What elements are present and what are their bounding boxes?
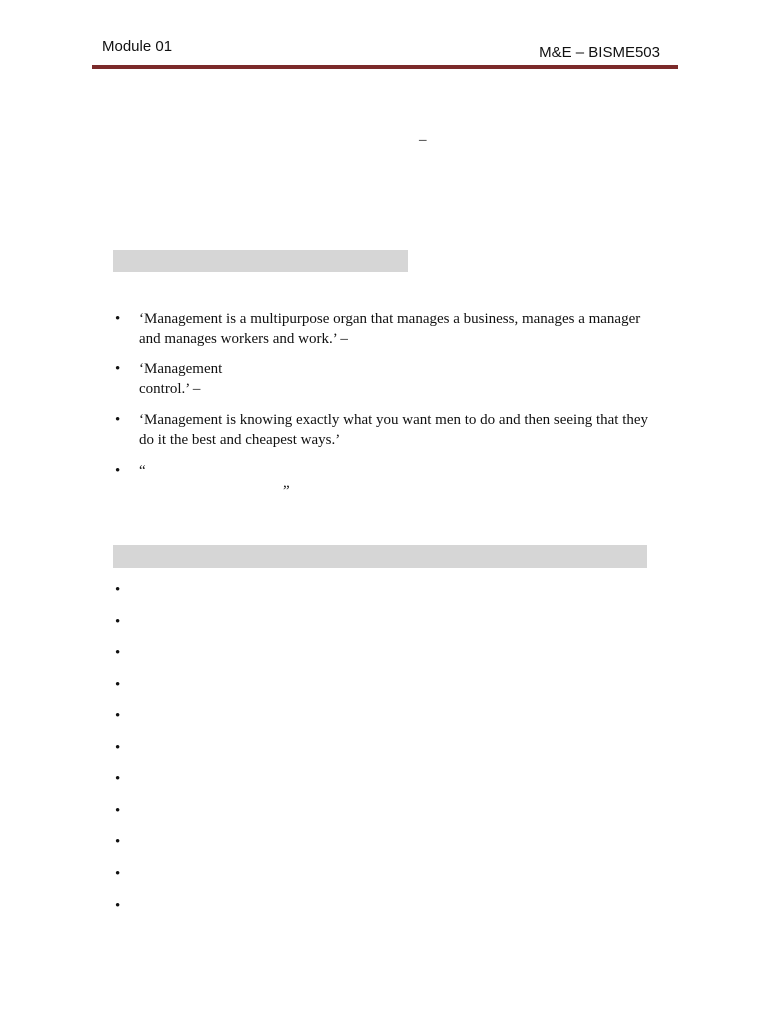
list-bullet: •	[115, 740, 121, 756]
definition-item-1	[139, 309, 669, 349]
list-bullet: •	[115, 898, 121, 914]
header-module-label: Module 01	[102, 38, 173, 55]
list-bullet: •	[115, 311, 121, 327]
section-heading-bar-second	[113, 545, 647, 568]
list-bullet: •	[115, 708, 121, 724]
list-bullet: •	[115, 645, 121, 661]
list-bullet: •	[115, 834, 121, 850]
list-bullet: •	[115, 361, 121, 377]
list-bullet: •	[115, 463, 121, 479]
list-bullet: •	[115, 677, 121, 693]
list-bullet: •	[115, 412, 121, 428]
definition-line: ‘Management is a multipurpose organ that manages a business, manages a manager	[139, 311, 641, 327]
definition-line: “	[139, 463, 146, 479]
definition-item-4	[139, 461, 669, 501]
definition-line: ‘Management is knowing exactly what you want men to do and then seeing that they	[139, 412, 649, 428]
header-course-code: M&E – BISME503	[539, 44, 660, 61]
definition-item-3	[139, 410, 669, 450]
definition-item-2	[139, 359, 669, 399]
header-rule	[92, 65, 678, 69]
section-heading-bar-definitions	[113, 250, 408, 272]
list-bullet: •	[115, 866, 121, 882]
definition-line: control.’ –	[139, 381, 201, 397]
definition-line: and manages workers and work.’ –	[139, 331, 348, 347]
list-bullet: •	[115, 803, 121, 819]
definition-line: ”	[283, 483, 290, 499]
title-dash: –	[419, 132, 427, 148]
definition-line: ‘Management	[139, 361, 223, 377]
definition-line: do it the best and cheapest ways.’	[139, 432, 341, 448]
list-bullet: •	[115, 771, 121, 787]
list-bullet: •	[115, 614, 121, 630]
list-bullet: •	[115, 582, 121, 598]
